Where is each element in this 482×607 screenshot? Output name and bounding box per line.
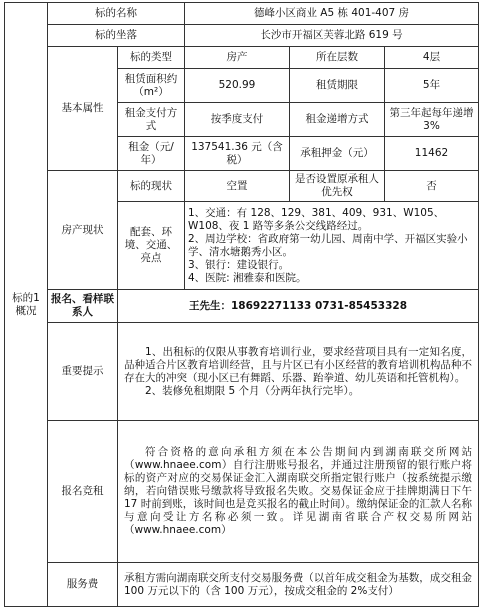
floor-label: 所在层数 <box>290 47 385 69</box>
bidding-paragraph: 符合资格的意向承租方须在本公告期间内到湖南联交所网站（www.hnaee.com）自行注册账号报名，并通过注册预留的银行账户将标的资产对应的交易保证金汇入湖南联交所指定银行账户（按系统提示缴纳，若向错误账号缴款将导致报名失败。交易保证金应于挂牌期满日下午 17 时前到账，该时间也是竞买报名的截止时间）。缴纳保证金的汇款人名称与意向受让方名称必须一致。详见湖南省联合产权交易所网站（www.hnaee.com） <box>124 446 472 536</box>
bidding-label: 报名竞租 <box>48 421 118 563</box>
type-value: 房产 <box>185 47 290 69</box>
contact-label: 报名、看样联系人 <box>48 290 118 323</box>
priority-value: 否 <box>385 171 479 202</box>
name-value: 德峰小区商业 A5 栋 401-407 房 <box>185 3 479 25</box>
increase-label: 租金递增方式 <box>290 103 385 137</box>
location-value: 长沙市开福区芙蓉北路 619 号 <box>185 25 479 47</box>
term-value: 5年 <box>385 69 479 103</box>
term-label: 租赁期限 <box>290 69 385 103</box>
location-label: 标的坐落 <box>48 25 185 47</box>
notice-line: 1、出租标的仅限从事教育培训行业，要求经营项目具有一定知名度，品种适合片区教育培训经营，且与片区已有小区经营的教育培训机构品种不存在大的冲突（现小区已有舞蹈、乐器、跆拳道、幼儿英语和托管机构）。 <box>124 345 472 384</box>
rent-value: 137541.36 元（含税） <box>185 137 290 171</box>
facilities-line: 2、周边学校：省政府第一幼儿园、周南中学、开福区实验小学、清水塘鹅秀小区。 <box>188 232 468 258</box>
deposit-label: 承租押金（元） <box>290 137 385 171</box>
contact-value: 王先生：18692271133 0731-85453328 <box>118 290 479 323</box>
bidding-text <box>118 421 479 563</box>
service-fee-text: 承租方需向湖南联交所支付交易服务费（以首年成交租金为基数，成交租金 100 万元以下的（含 100 万元），按成交租金的 2%支付） <box>118 563 479 607</box>
area-label: 租赁面积约（m²） <box>118 69 185 103</box>
area-value: 520.99 <box>185 69 290 103</box>
status-section-label: 房产现状 <box>48 171 118 290</box>
basic-section-label: 基本属性 <box>48 47 118 171</box>
subject-overview-label: 标的1概况 <box>5 3 48 607</box>
notice-label: 重要提示 <box>48 323 118 421</box>
floor-value: 4层 <box>385 47 479 69</box>
service-fee-label: 服务费 <box>48 563 118 607</box>
notice-text <box>118 323 479 421</box>
pay-value: 按季度支付 <box>185 103 290 137</box>
property-listing-table <box>4 2 479 607</box>
facilities-label: 配套、环境、交通、亮点 <box>118 202 185 290</box>
facilities-list <box>185 202 479 290</box>
notice-line: 2、装修免租期限 5 个月（分两年执行完毕）。 <box>145 384 360 397</box>
increase-value: 第三年起每年递增3% <box>385 103 479 137</box>
current-value: 空置 <box>185 171 290 202</box>
current-label: 标的现状 <box>118 171 185 202</box>
rent-label: 租金（元/年） <box>118 137 185 171</box>
pay-label: 租金支付方式 <box>118 103 185 137</box>
facilities-line: 3、银行：建设银行。 <box>188 258 290 271</box>
facilities-line: 1、交通：有 128、129、381、409、931、W105、W108、夜 1 路等多条公交线路经过。 <box>188 206 445 232</box>
name-label: 标的名称 <box>48 3 185 25</box>
type-label: 标的类型 <box>118 47 185 69</box>
facilities-line: 4、医院: 湘雅泰和医院。 <box>188 271 307 284</box>
deposit-value: 11462 <box>385 137 479 171</box>
priority-label: 是否设置原承租人优先权 <box>290 171 385 202</box>
